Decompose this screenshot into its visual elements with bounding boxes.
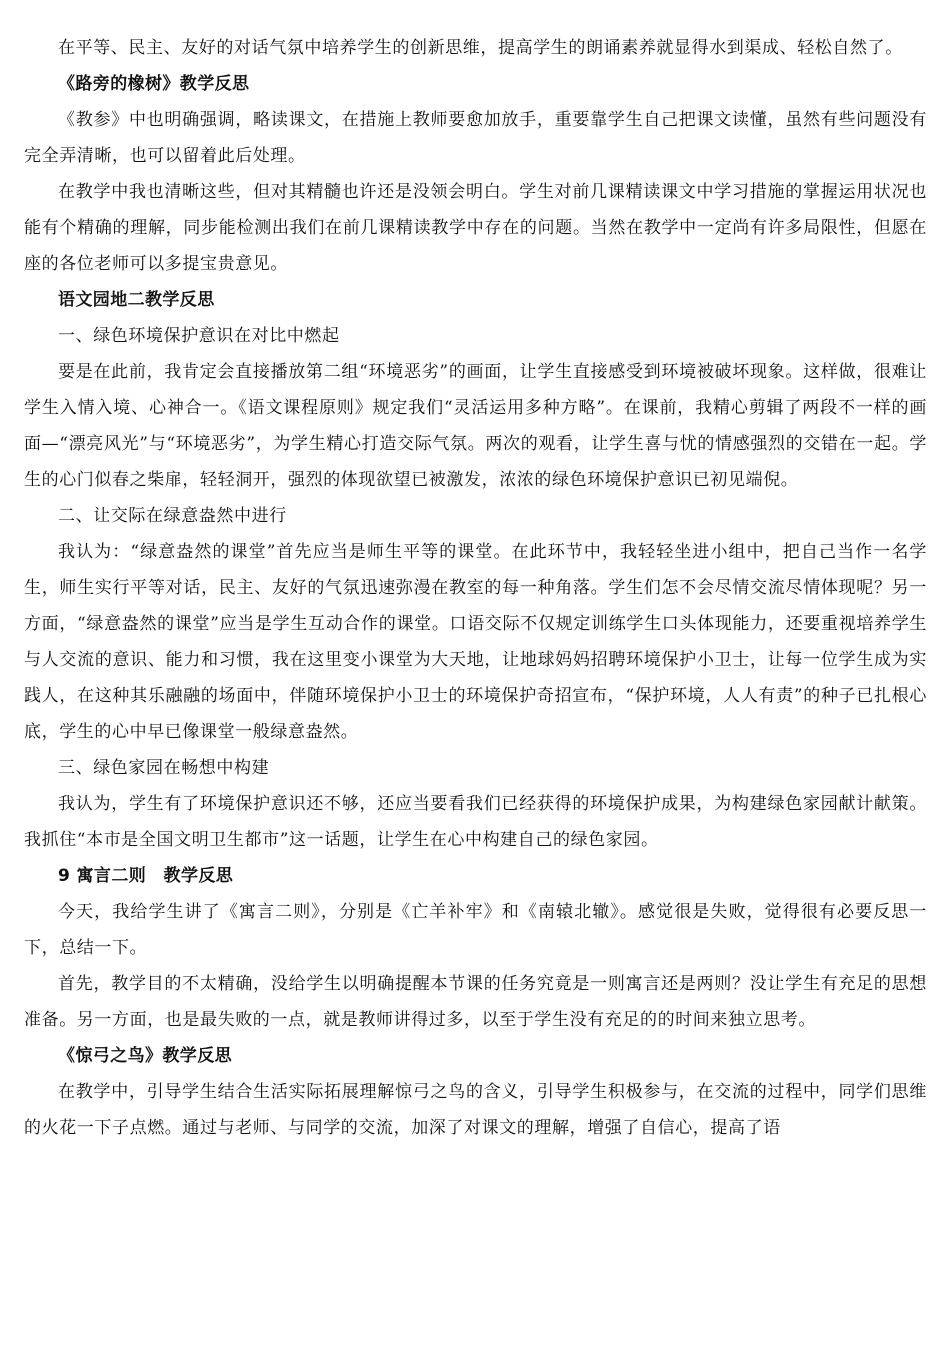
paragraph: 我认为，学生有了环境保护意识还不够，还应当要看我们已经获得的环境保护成果，为构建绿色家园献计献策。我抓住“本市是全国文明卫生都市”这一话题，让学生在心中构建自己的绿色家园。 (24, 794, 927, 850)
paragraph: 要是在此前，我肯定会直接播放第二组“环境恶劣”的画面，让学生直接感受到环境被破坏现象。这样做，很难让学生入情入境、心神合一。《语文课程原则》规定我们“灵活运用多种方略”。在课前，我精心剪辑了两段不一样的画面—“漂亮风光”与“环境恶劣”，为学生精心打造交际气氛。两次的观看，让学生喜与忧的情感强烈的交错在一起。学生的心门似春之柴扉，轻轻洞开，强烈的体现欲望已被激发，浓浓的绿色环境保护意识已初见端倪。 (24, 362, 927, 490)
subheading: 一、绿色环境保护意识在对比中燃起 (58, 326, 340, 346)
document-page (24, 30, 927, 1146)
section-heading: 《惊弓之鸟》教学反思 (58, 1046, 232, 1066)
subheading: 二、让交际在绿意盎然中进行 (58, 506, 287, 526)
paragraph: 今天，我给学生讲了《寓言二则》，分别是《亡羊补牢》和《南辕北辙》。感觉很是失败，觉得很有必要反思一下，总结一下。 (24, 902, 927, 958)
paragraph: 我认为：“绿意盎然的课堂”首先应当是师生平等的课堂。在此环节中，我轻轻坐进小组中，把自己当作一名学生，师生实行平等对话，民主、友好的气氛迅速弥漫在教室的每一种角落。学生们怎不会尽情交流尽情体现呢？另一方面，“绿意盎然的课堂”应当是学生互动合作的课堂。口语交际不仅规定训练学生口头体现能力，还要重视培养学生与人交流的意识、能力和习惯，我在这里变小课堂为大天地，让地球妈妈招聘环境保护小卫士，让每一位学生成为实践人，在这种其乐融融的场面中，伴随环境保护小卫士的环境保护奇招宣布，“保护环境，人人有责”的种子已扎根心底，学生的心中早已像课堂一般绿意盎然。 (24, 542, 927, 742)
subheading: 三、绿色家园在畅想中构建 (58, 758, 270, 778)
paragraph: 《教参》中也明确强调，略读课文，在措施上教师要愈加放手，重要靠学生自己把课文读懂，虽然有些问题没有完全弄清晰，也可以留着此后处理。 (24, 110, 927, 166)
section-heading: 9 寓言二则 教学反思 (58, 866, 234, 886)
paragraph: 在平等、民主、友好的对话气氛中培养学生的创新思维，提高学生的朗诵素养就显得水到渠成、轻松自然了。 (58, 38, 903, 58)
paragraph: 在教学中，引导学生结合生活实际拓展理解惊弓之鸟的含义，引导学生积极参与，在交流的过程中，同学们思维的火花一下子点燃。通过与老师、与同学的交流，加深了对课文的理解，增强了自信心，提高了语 (24, 1082, 927, 1138)
paragraph: 首先，教学目的不太精确，没给学生以明确提醒本节课的任务究竟是一则寓言还是两则？没让学生有充足的思想准备。另一方面，也是最失败的一点，就是教师讲得过多，以至于学生没有充足的的时间来独立思考。 (24, 974, 927, 1030)
paragraph: 在教学中我也清晰这些，但对其精髓也许还是没领会明白。学生对前几课精读课文中学习措施的掌握运用状况也能有个精确的理解，同步能检测出我们在前几课精读教学中存在的问题。当然在教学中一定尚有许多局限性，但愿在座的各位老师可以多提宝贵意见。 (24, 182, 927, 274)
section-heading: 语文园地二教学反思 (58, 290, 215, 310)
section-heading: 《路旁的橡树》教学反思 (58, 74, 250, 94)
